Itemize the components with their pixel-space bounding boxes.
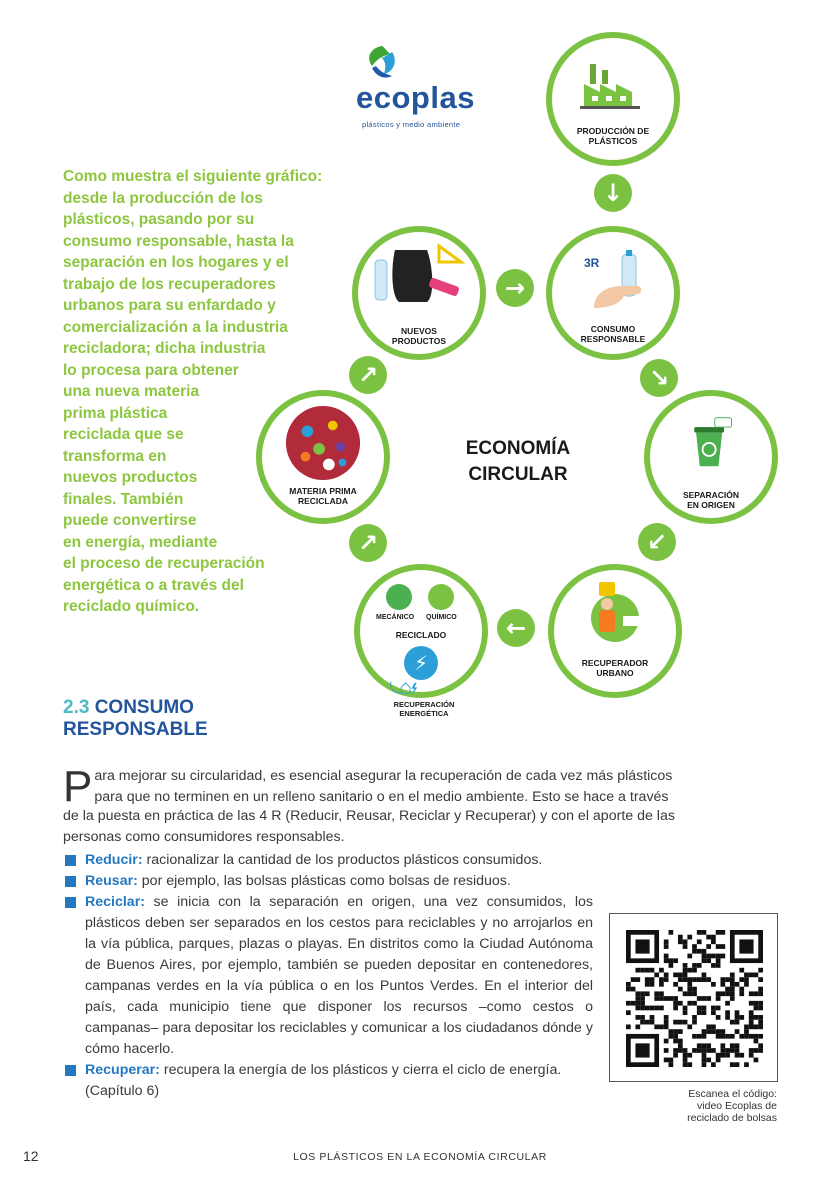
- section-heading: [63, 697, 208, 741]
- intro-line: Como muestra el siguiente gráfico:: [63, 168, 323, 185]
- intro-line: desde la producción de los: [63, 189, 263, 207]
- bullet-square-icon: [65, 855, 76, 866]
- node-materia-prima: [256, 390, 390, 524]
- intro-line: urbanos para su enfardado y: [63, 297, 276, 314]
- energia-label: [384, 700, 464, 718]
- intro-line: separación en los hogares y el: [63, 254, 289, 271]
- qr-caption: [609, 1088, 777, 1124]
- intro-line: trabajo de los recuperadores: [63, 275, 276, 293]
- page-number: 12: [23, 1148, 39, 1164]
- pellets-icon: [284, 404, 362, 482]
- node-nuevos-productos: [352, 226, 486, 360]
- intro-line: transforma en: [63, 447, 167, 465]
- node-reciclado: [354, 564, 488, 698]
- node-label: URBANO: [596, 668, 634, 678]
- intro-line: recicladora; dicha industria: [63, 340, 266, 357]
- paragraph-line: para que no terminen en un relleno sanitario o en el medio ambiente. Esto se hace a través: [94, 789, 669, 805]
- list-item: [63, 871, 779, 892]
- node-label: EN ORIGEN: [687, 500, 735, 510]
- arrow-right-icon: →: [496, 269, 534, 307]
- intro-line: el proceso de recuperación: [63, 555, 265, 572]
- products-icon: [369, 236, 469, 306]
- intro-line: prima plástica: [63, 404, 168, 422]
- node-label: PRODUCTOS: [391, 336, 447, 346]
- arrow-down-right-icon: ↘: [640, 359, 678, 397]
- mecanico-label: MECÁNICO: [376, 614, 415, 621]
- arrow-down-icon: ↓: [594, 174, 632, 212]
- intro-line: una nueva materia: [63, 383, 200, 400]
- section-number: 2.3: [63, 697, 90, 718]
- node-label: RECUPERADOR: [581, 658, 649, 668]
- node-label: NUEVOS: [401, 326, 437, 336]
- intro-line: en energía, mediante: [63, 533, 218, 551]
- urban-collector-icon: [575, 578, 655, 642]
- bullet-term: Reducir:: [85, 852, 143, 868]
- arrow-up-right-icon: ↗: [349, 356, 387, 394]
- node-label: MATERIA PRIMA: [289, 486, 357, 496]
- bullet-text: se inicia con la separación en origen, una vez consumidos, los plásticos deben ser separados en los cestos para reciclables y no arrojarlos en la vía pública, parques, plazas o playas. En distritos como la Ciudad Autónoma de Buenos Aires, por ejemplo, también se pueden depositar en contenedores, campanas verdes en la vía pública o en los Puntos Verdes. En el interior del país, cada municipio tiene que disponer los recursos –como cestos o campanas– para depositar los reciclables y comunicar a los ciudadanos dónde y cómo hacerlo.: [85, 894, 593, 1057]
- energia-line: RECUPERACIÓN: [393, 700, 455, 709]
- bullet-text: por ejemplo, las bolsas plásticas como bolsas de residuos.: [137, 873, 511, 889]
- bullet-square-icon: [65, 876, 76, 887]
- diagram-center-title: [440, 436, 596, 488]
- center-line: ECONOMÍA: [465, 438, 571, 459]
- lightning-icon: ⚡: [404, 646, 438, 680]
- section-title-2: RESPONSABLE: [63, 719, 208, 740]
- paragraph-line: de la puesta en práctica de las 4 R (Reducir, Reusar, Reciclar y Recuperar) y con el aporte de las: [63, 808, 675, 824]
- center-line: CIRCULAR: [468, 464, 568, 485]
- energia-line: ENERGÉTICA: [399, 709, 449, 718]
- node-produccion: [546, 32, 680, 166]
- intro-line: puede convertirse: [63, 512, 197, 529]
- house-energy-icon: [380, 680, 440, 702]
- bullet-term: Recuperar:: [85, 1062, 160, 1078]
- node-separacion: [644, 390, 778, 524]
- bullet-list: [63, 850, 593, 1102]
- list-item: [63, 1060, 593, 1102]
- paragraph-line: personas como consumidores responsables.: [63, 829, 345, 845]
- logo-wordmark: ecoplas: [356, 80, 475, 115]
- intro-line: comercialización a la industria: [63, 318, 288, 336]
- list-item: [63, 850, 779, 871]
- node-label: RECICLADA: [297, 496, 349, 506]
- bullet-text: racionalizar la cantidad de los productos plásticos consumidos.: [142, 852, 543, 868]
- intro-paragraph: [63, 762, 779, 848]
- section-title-1: CONSUMO: [94, 697, 194, 718]
- intro-line: nuevos productos: [63, 469, 198, 486]
- hand-bottle-icon: [584, 250, 654, 310]
- arrow-left-icon: ←: [497, 609, 535, 647]
- node-label: SEPARACIÓN: [682, 490, 740, 500]
- mecanico-icon: [386, 584, 412, 610]
- intro-line: reciclada que se: [63, 426, 184, 443]
- ecoplas-logo: [356, 44, 486, 134]
- list-item: [63, 892, 593, 1060]
- quimico-label: QUÍMICO: [426, 614, 457, 621]
- qr-code[interactable]: [609, 913, 778, 1082]
- bullet-term: Reciclar:: [85, 894, 145, 910]
- running-footer: LOS PLÁSTICOS EN LA ECONOMÍA CIRCULAR: [293, 1151, 547, 1163]
- factory-icon: [578, 60, 648, 110]
- qr-code-icon: [626, 930, 763, 1067]
- intro-line: finales. También: [63, 490, 184, 508]
- intro-line: plásticos, pasando por su: [63, 211, 255, 228]
- node-recuperador: [548, 564, 682, 698]
- bullet-text: recupera la energía de los plásticos y cierra el ciclo de energía. (Capítulo 6): [85, 1062, 562, 1099]
- node-label: RESPONSABLE: [580, 334, 646, 344]
- qr-caption-line: reciclado de bolsas: [687, 1112, 777, 1124]
- node-label: RECICLADO: [395, 630, 447, 640]
- paragraph-line: ara mejorar su circularidad, es esencial asegurar la recuperación de cada vez más plásticos: [94, 768, 673, 784]
- bullet-square-icon: [65, 897, 76, 908]
- intro-line: lo procesa para obtener: [63, 361, 239, 379]
- node-label: PLÁSTICOS: [588, 136, 638, 146]
- arrow-up-right-icon: ↗: [349, 524, 387, 562]
- logo-tagline: plásticos y medio ambiente: [362, 120, 461, 129]
- quimico-icon: [428, 584, 454, 610]
- arrow-down-left-icon: ↙: [638, 523, 676, 561]
- node-label: CONSUMO: [590, 324, 636, 334]
- qr-caption-line: video Ecoplas de: [697, 1100, 777, 1112]
- intro-line: energética o a través del: [63, 576, 244, 594]
- intro-line: reciclado químico.: [63, 598, 200, 615]
- node-label: PRODUCCIÓN DE: [576, 126, 650, 136]
- bullet-square-icon: [65, 1065, 76, 1076]
- dropcap: P: [63, 762, 93, 811]
- bullet-term: Reusar:: [85, 873, 138, 889]
- recycling-bin-icon: [683, 414, 739, 470]
- intro-text: [63, 166, 322, 618]
- badge-3r: 3R: [584, 256, 600, 270]
- qr-caption-line: Escanea el código:: [688, 1088, 777, 1100]
- intro-line: consumo responsable, hasta la: [63, 232, 294, 250]
- node-consumo: [546, 226, 680, 360]
- ecoplas-leaf-icon: [364, 44, 400, 82]
